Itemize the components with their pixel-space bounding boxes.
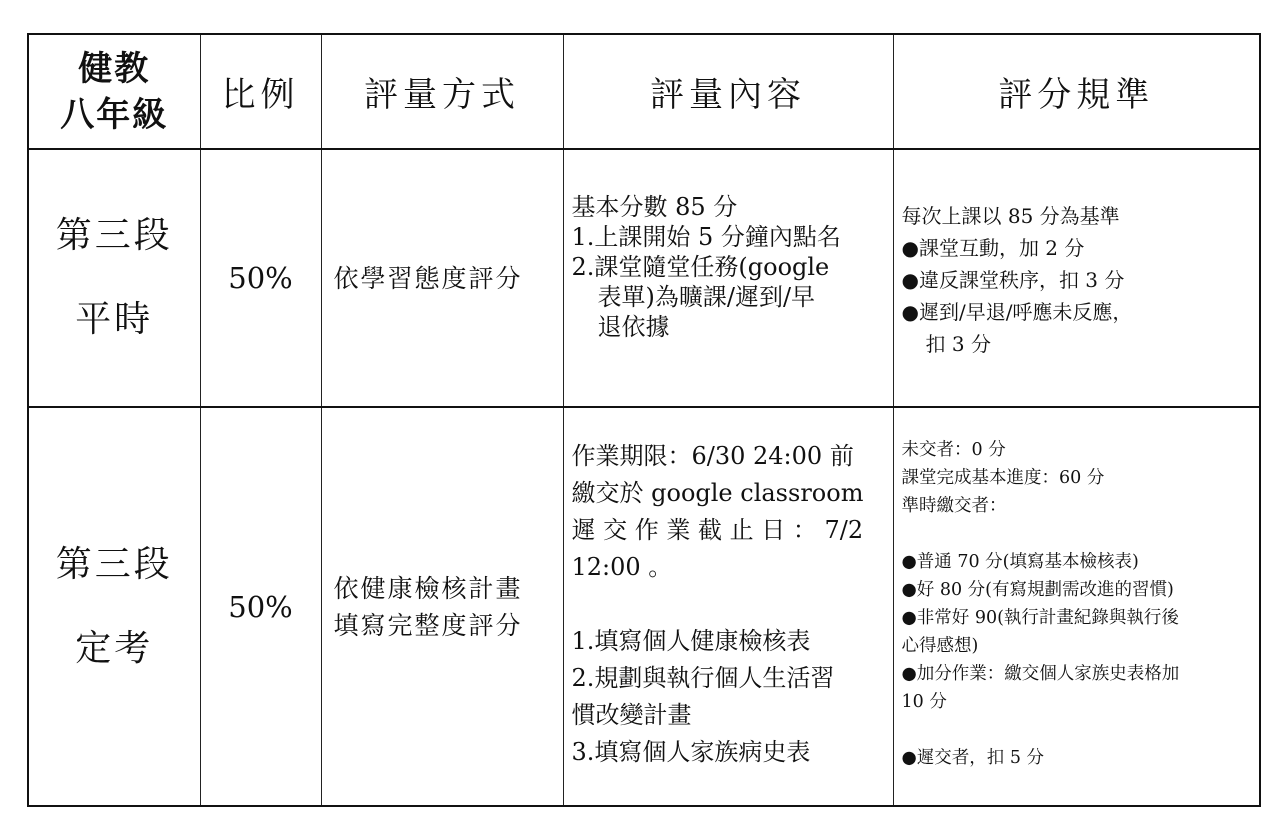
- ratio-cell: 50%: [200, 407, 321, 806]
- content-cell: [563, 407, 893, 806]
- method-line: 依健康檢核計畫: [333, 573, 523, 603]
- rubric-line: 準時繳交者：: [901, 496, 1007, 516]
- rubric-cell: [893, 407, 1260, 806]
- rubric-line: ●加分作業：繳交個人家族史表格加: [901, 664, 1180, 684]
- term-label: 第三段: [55, 215, 173, 256]
- content-line: 慣改變計畫: [571, 701, 692, 729]
- method-line: 填寫完整度評分: [333, 610, 523, 640]
- method-cell: [321, 149, 563, 407]
- content-line: 作業期限：6/30 24:00 前: [571, 442, 854, 470]
- content-line: 繳交於 google classroom: [571, 479, 864, 507]
- header-content: 評量內容: [563, 34, 893, 149]
- term-cell: [28, 149, 200, 407]
- spacer: [572, 586, 887, 623]
- method-line: 依學習態度評分: [333, 263, 523, 293]
- rubric-line: 10 分: [901, 692, 947, 712]
- header-subject: 健教: [78, 48, 151, 89]
- rubric-line: ●遲交者，扣 5 分: [901, 748, 1045, 768]
- content-line: 1.上課開始 5 分鐘內點名: [571, 223, 841, 251]
- content-line: 12:00 。: [571, 553, 673, 581]
- content-line: 遲 交 作 業 截 止 日 ： 7/2: [571, 516, 864, 544]
- spacer: [902, 520, 1256, 548]
- rubric-line: 扣 3 分: [925, 332, 991, 356]
- rubric-line: ●非常好 90(執行計畫紀錄與執行後: [901, 608, 1179, 628]
- rubric-line: 課堂完成基本進度：60 分: [901, 468, 1105, 488]
- method-cell: [321, 407, 563, 806]
- grading-table: [27, 33, 1261, 807]
- rubric-line: 未交者：0 分: [901, 440, 1006, 460]
- spacer: [902, 716, 1256, 744]
- content-line: 1.填寫個人健康檢核表: [571, 627, 811, 655]
- content-line: 2.規劃與執行個人生活習: [571, 664, 835, 692]
- content-cell: [563, 149, 893, 407]
- term-type: 平時: [75, 299, 154, 340]
- rubric-line: ●遲到/早退/呼應未反應，: [901, 300, 1133, 324]
- term-type: 定考: [75, 627, 154, 669]
- header-method: 評量方式: [321, 34, 563, 149]
- term-label: 第三段: [55, 543, 173, 585]
- rubric-line: 每次上課以 85 分為基準: [901, 204, 1120, 228]
- content-line: 2.課堂隨堂任務(google: [571, 253, 830, 281]
- table-row: [28, 407, 1260, 806]
- content-line: 3.填寫個人家族病史表: [571, 738, 811, 766]
- header-rubric: 評分規準: [893, 34, 1260, 149]
- rubric-cell: [893, 149, 1260, 407]
- header-ratio: 比例: [200, 34, 321, 149]
- rubric-line: 心得感想): [901, 636, 979, 656]
- table-row: [28, 149, 1260, 407]
- content-line: 表單)為曠課/遲到/早: [597, 283, 816, 311]
- rubric-line: ●好 80 分(有寫規劃需改進的習慣): [901, 580, 1174, 600]
- rubric-line: ●課堂互動，加 2 分: [901, 236, 1085, 260]
- content-line: 基本分數 85 分: [571, 193, 738, 221]
- rubric-line: ●普通 70 分(填寫基本檢核表): [901, 552, 1139, 572]
- header-row: [28, 34, 1260, 149]
- header-subject-grade: [28, 34, 200, 149]
- rubric-line: ●違反課堂秩序，扣 3 分: [901, 268, 1125, 292]
- header-grade: 八年級: [60, 94, 169, 135]
- ratio-cell: 50%: [200, 149, 321, 407]
- content-line: 退依據: [597, 313, 670, 341]
- term-cell: [28, 407, 200, 806]
